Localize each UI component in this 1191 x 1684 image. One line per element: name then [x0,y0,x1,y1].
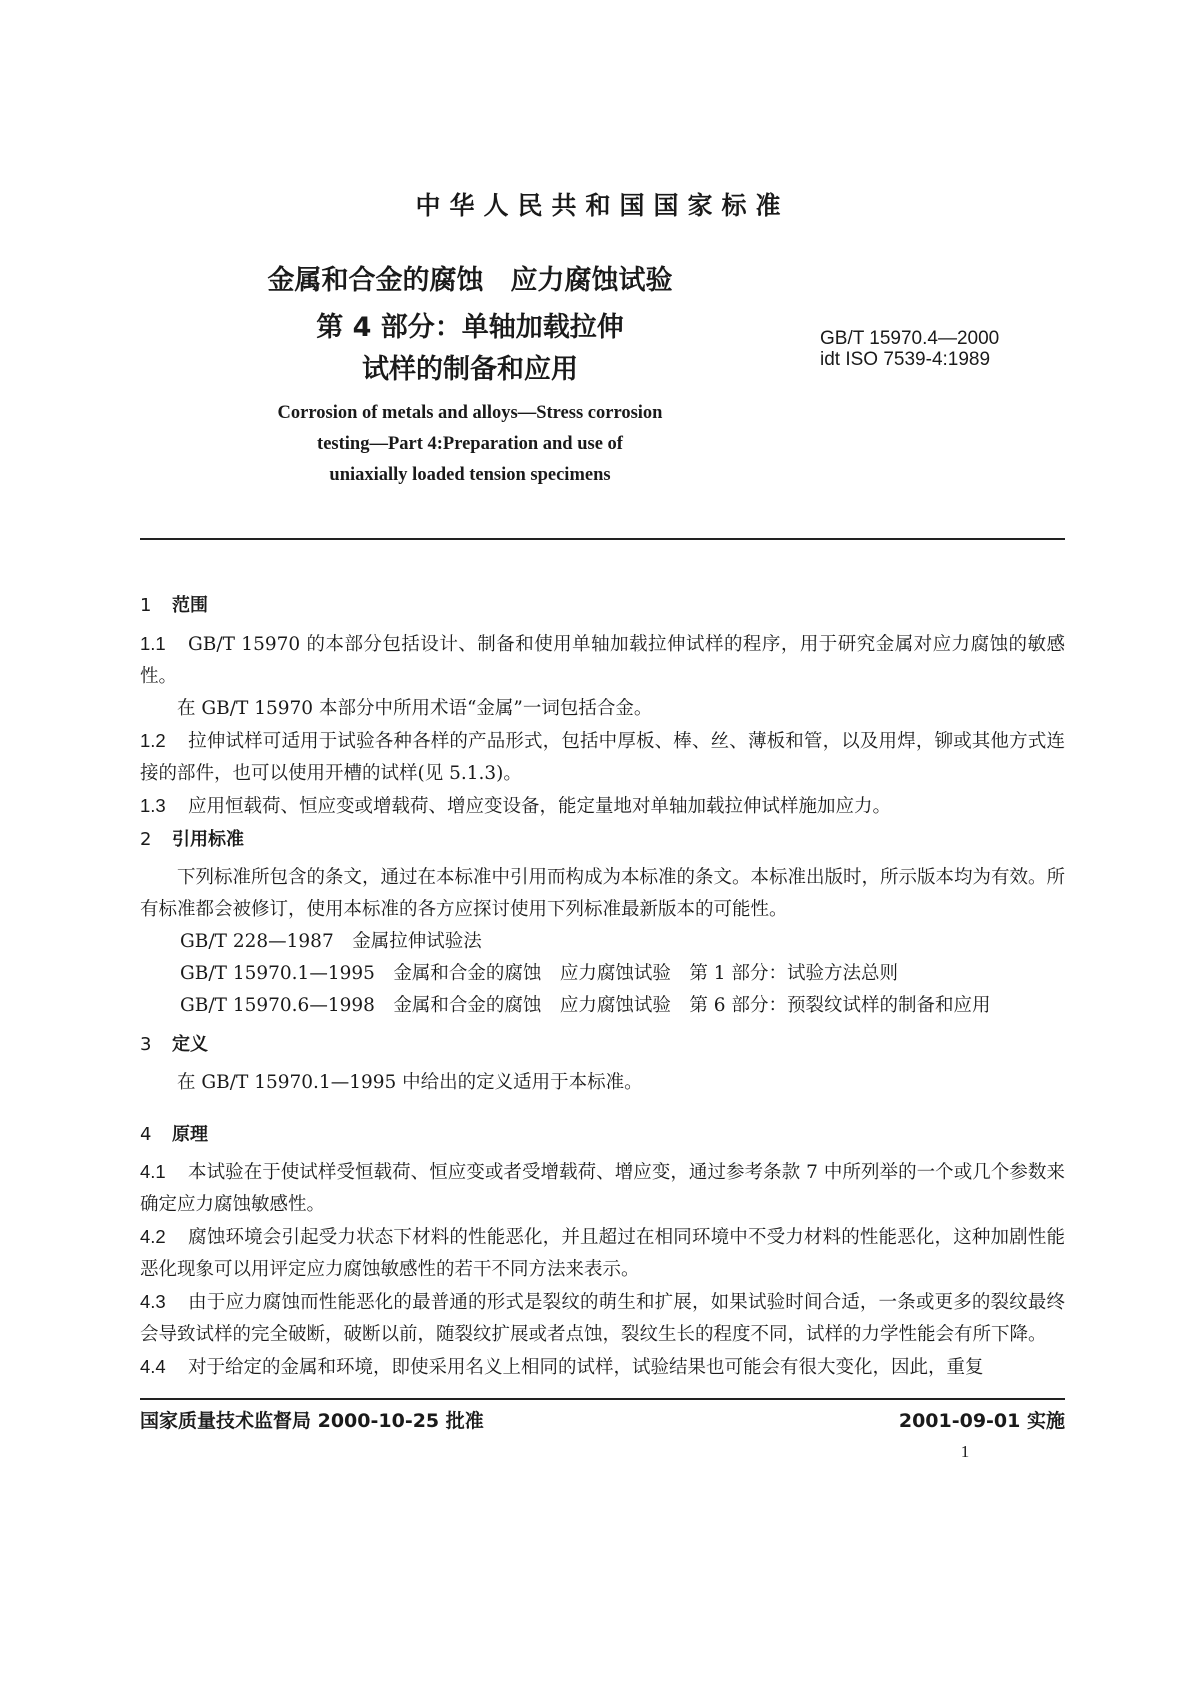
clause-text: 本试验在于使试样受恒载荷、恒应变或者受增载荷、增应变，通过参考条款 7 中所列举的一个或几个参数来确定应力腐蚀敏感性。 [140,1162,1065,1215]
clause-4-1 [140,1156,1065,1221]
clause-text: 对于给定的金属和环境，即使采用名义上相同的试样，试验结果也可能会有很大变化，因此，重复 [188,1357,984,1378]
clause-text: 由于应力腐蚀而性能恶化的最普通的形式是裂纹的萌生和扩展，如果试验时间合适，一条或更多的裂纹最终会导致试样的完全破断，破断以前，随裂纹扩展或者点蚀，裂纹生长的程度不同，试样的力学性能会有所下降。 [140,1292,1065,1345]
title-en-line2: testing—Part 4:Preparation and use of [317,434,623,454]
clause-1-1 [140,628,1065,693]
section-1-heading [140,591,208,617]
approval-line: 国家质量技术监督局 2000-10-25 批准 [140,1410,484,1432]
clause-number: 1.2 [140,730,166,751]
clause-number: 4.3 [140,1291,166,1312]
section-2-body [140,862,1065,1022]
section-title: 定义 [172,1034,208,1055]
standard-code: GB/T 15970.4—2000 [820,328,1000,349]
section-2-heading [140,825,244,851]
section-title: 原理 [172,1124,208,1145]
clause-number: 4.1 [140,1161,166,1182]
implementation-line: 2001-09-01 实施 [898,1410,1065,1432]
section-3-text: 在 GB/T 15970.1—1995 中给出的定义适用于本标准。 [177,1072,643,1093]
section-title: 范围 [172,595,208,616]
section-4-heading [140,1120,208,1146]
clause-1-1-note: 在 GB/T 15970 本部分中所用术语“金属”一词包括合金。 [177,698,653,719]
page-number: 1 [960,1442,970,1461]
title-zh-line1: 金属和合金的腐蚀 应力腐蚀试验 [267,265,673,296]
clause-number: 4.4 [140,1356,166,1377]
title-zh-line3: 试样的制备和应用 [362,354,578,385]
section-1-body [140,628,1065,823]
title-en-line3: uniaxially loaded tension specimens [329,465,611,485]
title-zh-line2: 第 4 部分：单轴加载拉伸 [316,312,624,343]
section-4-body [140,1156,1065,1384]
clause-text: 应用恒载荷、恒应变或增载荷、增应变设备，能定量地对单轴加载拉伸试样施加应力。 [188,796,892,817]
clause-1-2 [140,725,1065,790]
clause-text: 拉伸试样可适用于试验各种各样的产品形式，包括中厚板、棒、丝、薄板和管，以及用焊，铆或其他方式连接的部件，也可以使用开槽的试样(见 5.1.3)。 [140,731,1065,784]
reference-item: GB/T 228—1987 金属拉伸试验法 [180,931,482,952]
clause-1-3 [140,790,1065,823]
clause-text: GB/T 15970 的本部分包括设计、制备和使用单轴加载拉伸试样的程序，用于研究金属对应力腐蚀的敏感性。 [140,634,1065,687]
title-en-line1: Corrosion of metals and alloys—Stress corrosion [277,403,663,423]
clause-number: 4.2 [140,1226,166,1247]
section-2-intro: 下列标准所包含的条文，通过在本标准中引用而构成为本标准的条文。本标准出版时，所示版本均为有效。所有标准都会被修订，使用本标准的各方应探讨使用下列标准最新版本的可能性。 [140,867,1066,920]
clause-number: 1.1 [140,633,166,654]
section-number: 1 [140,595,152,616]
section-3-heading [140,1030,208,1056]
clause-text: 腐蚀环境会引起受力状态下材料的性能恶化，并且超过在相同环境中不受力材料的性能恶化，这种加剧性能恶化现象可以用评定应力腐蚀敏感性的若干不同方法来表示。 [140,1227,1065,1280]
section-title: 引用标准 [172,829,244,850]
header-divider [140,538,1065,540]
section-number: 4 [140,1124,152,1145]
section-3-body [140,1067,1065,1099]
section-number: 3 [140,1034,152,1055]
section-number: 2 [140,829,152,850]
clause-number: 1.3 [140,795,166,816]
clause-4-4 [140,1351,1065,1384]
idt-code: idt ISO 7539-4:1989 [820,349,991,370]
footer-divider [140,1398,1065,1400]
reference-item: GB/T 15970.6—1998 金属和合金的腐蚀 应力腐蚀试验 第 6 部分：预裂纹试样的制备和应用 [180,995,991,1016]
national-standard-heading: 中华人民共和国国家标准 [415,191,790,220]
clause-4-3 [140,1286,1065,1351]
clause-4-2 [140,1221,1065,1286]
reference-item: GB/T 15970.1—1995 金属和合金的腐蚀 应力腐蚀试验 第 1 部分：试验方法总则 [180,963,898,984]
